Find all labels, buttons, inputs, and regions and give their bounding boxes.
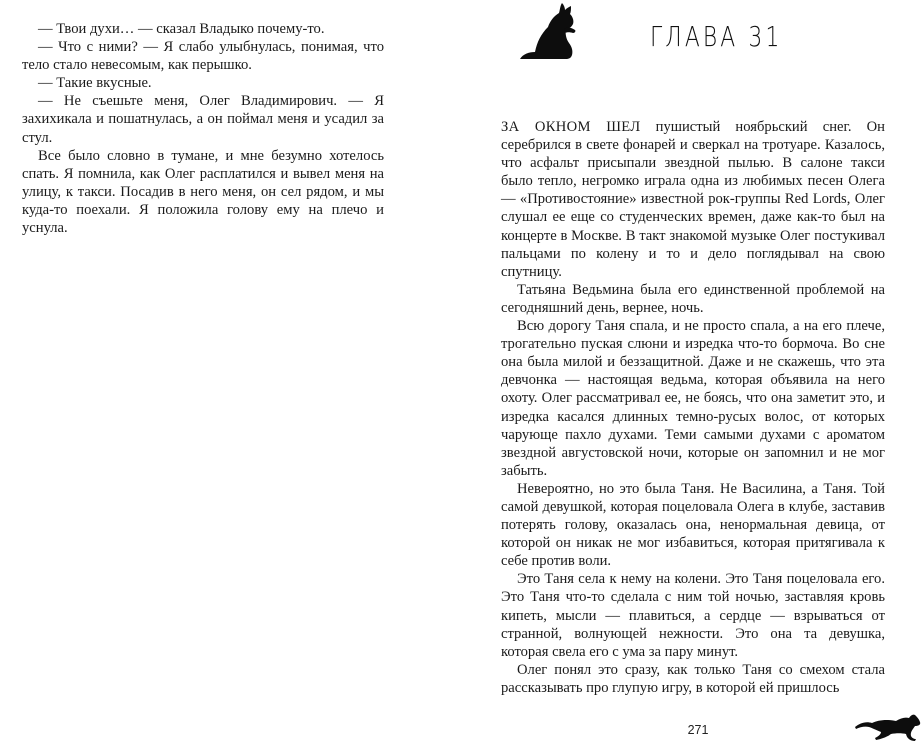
paragraph: — Такие вкусные.: [38, 75, 152, 92]
page-number: 271: [687, 723, 709, 737]
paragraph: — Что с ними? — Я слабо улыбнулась, понимая, что тело стало невесомым, как перышко.: [22, 39, 384, 74]
paragraph: Олег понял это сразу, как только Таня со смехом стала рассказывать про глупую игру, в которой ей пришлось: [501, 661, 885, 696]
paragraph: — Не съешьте меня, Олег Владимирович. — Я захихикала и пошатнулась, а он поймал меня и усадил за стул.: [22, 93, 384, 146]
paragraph: Невероятно, но это была Таня. Не Василина, а Таня. Той самой девушкой, которая поцеловала Олега в клубе, заставив потерять голову, оказалась она, ненормальная девица, от которой он никак не мог избавиться, которая притягивала к себе против воли.: [501, 480, 885, 570]
paragraph: Всю дорогу Таня спала, и не просто спала, а на его плече, трогательно пуская слюни и изредка что-то бормоча. Во сне она была милой и беззащитной. Даже и не скажешь, что эта девчонка — настоящая ведьма, которая объявила на него охоту. Олег рассматривал ее, не боясь, что она заметит это, и изредка касался длинных темно-русых волос, от которых чарующе пахло духами. Теми самыми духами с ароматом звездной августовской ночи, которые он запомнил и не мог забыть.: [501, 318, 885, 479]
cat-running-icon: [854, 712, 922, 742]
cat-sitting-icon: [518, 2, 582, 60]
chapter-title: ГЛАВА 31: [650, 20, 783, 53]
lead-caps: ЗА ОКНОМ ШЕЛ: [501, 119, 641, 135]
right-page-text: [501, 118, 885, 697]
lead-text: пушистый ноябрьский снег. Он серебрился в свете фонарей и сверкал на тротуаре. Казалось, что асфальт присыпали звездной пылью. В салоне такси было тепло, негромко играла одна из любимых песен Олега — «Противостояние» известной рок-группы Red Lords, Олег слушал ее еще со студенческих времен, даже как-то был на концерте в Москве. В такт знакомой музыке Олег постукивал пальцами по колену и то и дело поглядывал на свою спутницу.: [501, 119, 885, 280]
paragraph: — Твои духи… — сказал Владыко почему-то.: [38, 21, 325, 37]
paragraph: Татьяна Ведьмина была его единственной проблемой на сегодняшний день, вернее, ночь.: [501, 281, 885, 316]
chapter-lead-paragraph: [501, 118, 885, 281]
paragraph: Это Таня села к нему на колени. Это Таня поцеловала его. Это Таня что-то сделала с ним той ночью, заставляя кровь кипеть, мысли — плавиться, а сердце — взрываться от странной, волнующей нежности. Это она та девушка, которая свела его с ума за пару минут.: [501, 571, 885, 660]
paragraph: Все было словно в тумане, и мне безумно хотелось спать. Я помнила, как Олег расплатился и вывел меня на улицу, к такси. Посадив в него меня, он сел рядом, и мы куда-то поехали. Я положила голову ему на плечо и уснула.: [22, 147, 384, 237]
left-page-text: [22, 20, 384, 237]
right-page: [462, 0, 924, 747]
